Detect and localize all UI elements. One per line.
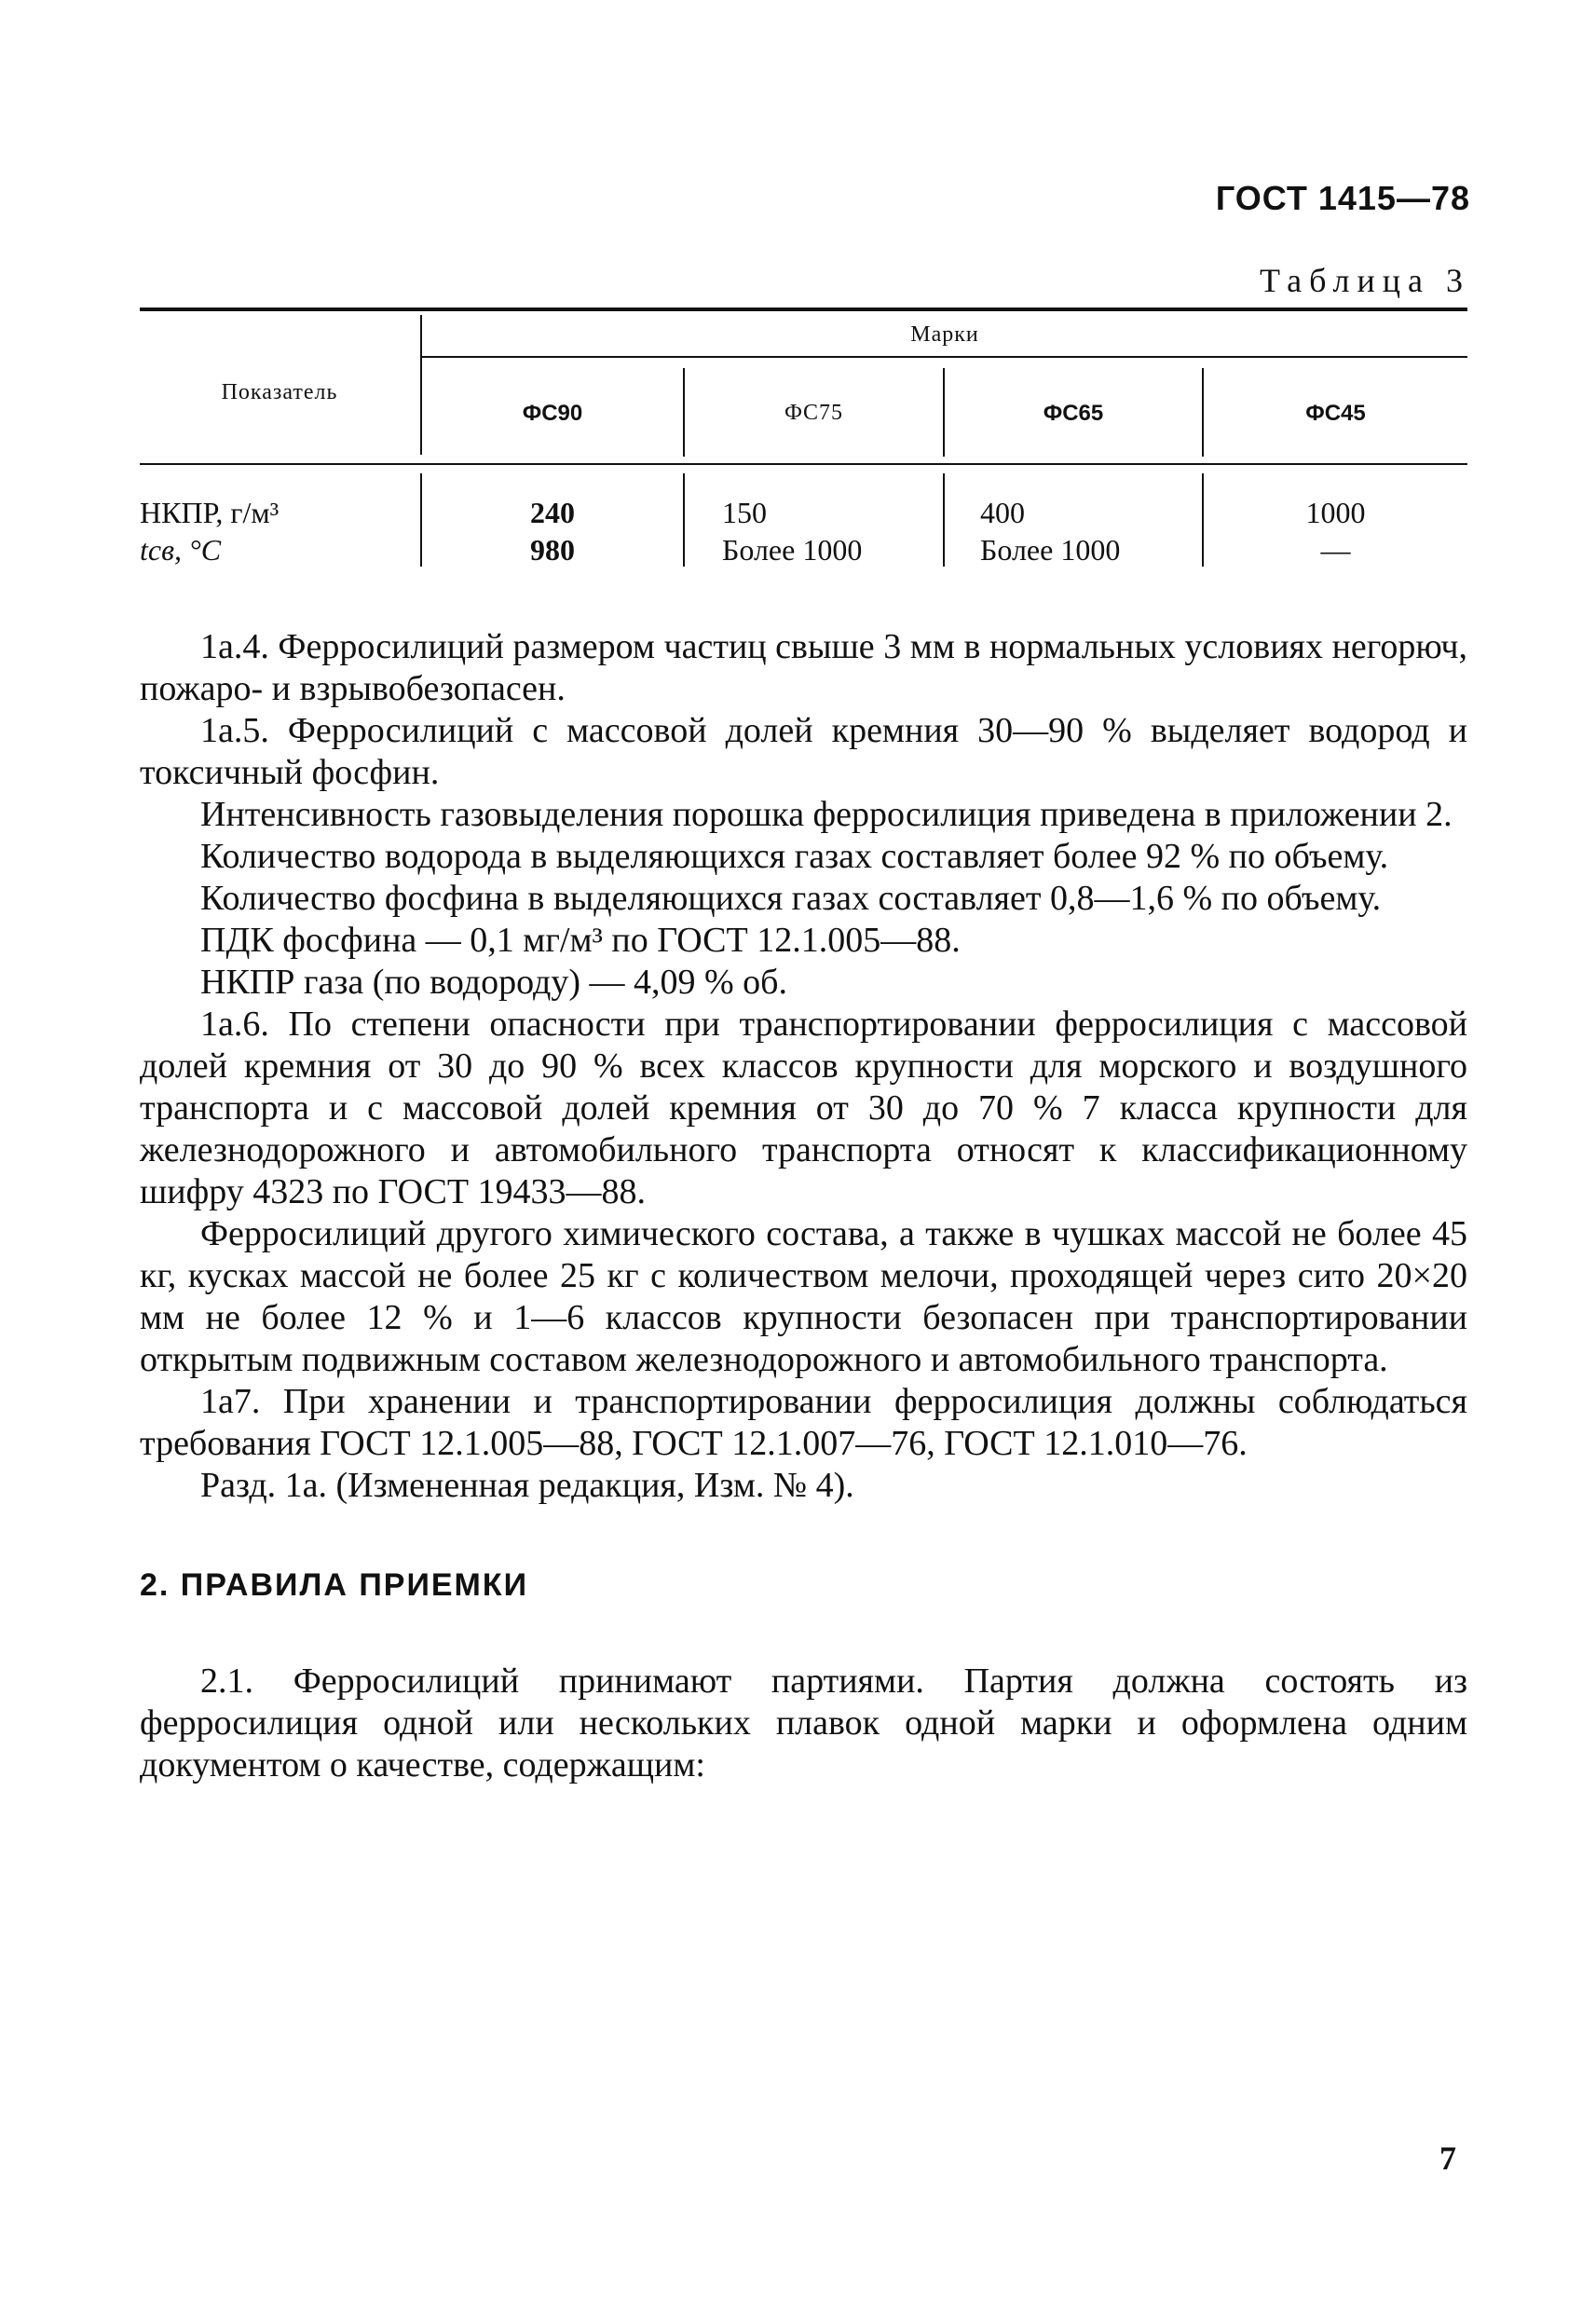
column-header-fs90: ФС90	[522, 401, 583, 426]
paragraph-gas-intensity: Интенсивность газовыделения порошка ферросилиция приведена в приложении 2.	[200, 795, 1453, 834]
table-cell: 400	[980, 496, 1025, 529]
document-code: ГОСТ 1415—78	[1215, 179, 1470, 217]
table-cell: Более 1000	[722, 533, 863, 567]
grades-header: Марки	[910, 322, 979, 347]
column-header-fs75: ФС75	[784, 401, 843, 425]
table-group-rule	[422, 356, 1467, 358]
row-label-nkpr: НКПР, г/м³	[140, 496, 280, 529]
table-cell: —	[1320, 533, 1351, 567]
table-cell: 150	[722, 496, 767, 529]
table-cell: 1000	[1305, 496, 1366, 529]
paragraph-other-composition: Ферросилиций другого химического состава, а также в чушках массой не более 45 кг, кусках массой не более 25 кг с количеством мелочи, проходящей через сито 20×20 мм не более 12 % и 1—6 классов крупности безопасен при транспортировании открытым подвижным составом железнодорожного и автомобильного транспорта.	[140, 1214, 1467, 1379]
section-title: 2. ПРАВИЛА ПРИЕМКИ	[140, 1567, 529, 1603]
paragraph-nkpr-gas: НКПР газа (по водороду) — 4,09 % об.	[200, 963, 787, 1002]
table-cell: 980	[530, 533, 575, 567]
paragraph-hydrogen: Количество водорода в выделяющихся газах составляет более 92 % по объему.	[200, 837, 1389, 876]
paragraph-2-1: 2.1. Ферросилиций принимают партиями. Партия должна состоять из ферросилиция одной или нескольких плавок одной марки и оформлена одним документом о качестве, содержащим:	[140, 1661, 1467, 1785]
paragraph-1a7: 1а7. При хранении и транспортировании ферросилиция должны соблюдаться требования ГОСТ 12.1.005—88, ГОСТ 12.1.007—76, ГОСТ 12.1.010—76.	[140, 1382, 1467, 1463]
table-caption: Таблица 3	[1260, 262, 1470, 299]
column-header-fs65: ФС65	[1043, 401, 1104, 426]
table-divider	[943, 473, 945, 567]
table-top-rule	[140, 308, 1467, 311]
indicator-header: Показатель	[221, 380, 338, 404]
paragraph-1a4: 1а.4. Ферросилиций размером частиц свыше 3 мм в нормальных условиях негорюч, пожаро- и взрывобезопасен.	[140, 627, 1467, 708]
page-number: 7	[1439, 2140, 1456, 2177]
properties-table	[140, 308, 1467, 578]
column-header-fs45: ФС45	[1305, 401, 1366, 426]
table-cell: 240	[530, 496, 575, 529]
paragraph-1a5: 1а.5. Ферросилиций с массовой долей кремния 30—90 % выделяет водород и токсичный фосфин.	[140, 711, 1467, 792]
paragraph-1a6: 1а.6. По степени опасности при транспортировании ферросилиция с массовой долей кремния от 30 до 90 % всех классов крупности для морского и воздушного транспорта и с массовой долей кремния от 30 до 70 % 7 класса крупности для железнодорожного и автомобильного транспорта относят к классификационному шифру 4323 по ГОСТ 19433—88.	[140, 1005, 1467, 1211]
paragraph-phosphine: Количество фосфина в выделяющихся газах составляет 0,8—1,6 % по объему.	[200, 879, 1382, 918]
table-header-rule	[140, 463, 1467, 465]
row-label-tsv: tсв, °С	[140, 533, 222, 567]
paragraph-amendment-note: Разд. 1а. (Измененная редакция, Изм. № 4).	[200, 1466, 854, 1505]
table-cell: Более 1000	[980, 533, 1121, 567]
document-body	[140, 626, 1467, 1786]
paragraph-pdk: ПДК фосфина — 0,1 мг/м³ по ГОСТ 12.1.005—88.	[200, 921, 961, 960]
table-divider	[683, 473, 685, 567]
